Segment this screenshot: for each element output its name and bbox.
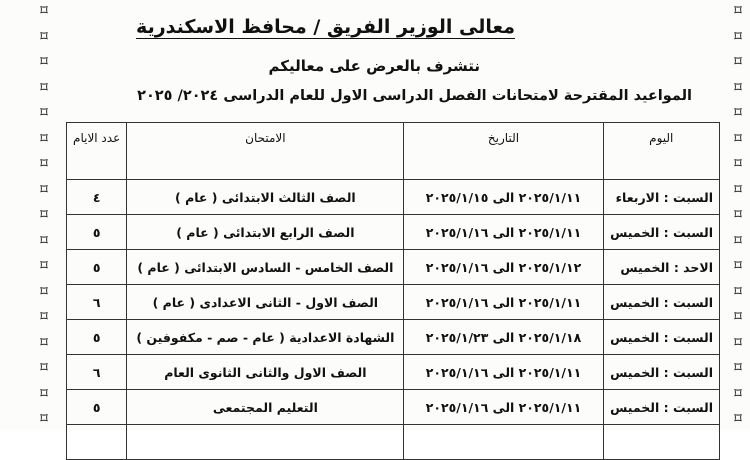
cell-date: ٢٠٢٥/١/١١ الى ٢٠٢٥/١/١٦ bbox=[404, 285, 603, 320]
border-ornament-glyph: ⌑ bbox=[734, 105, 742, 121]
border-ornament-glyph: ⌑ bbox=[734, 258, 742, 274]
cell-date: ٢٠٢٥/١/١١ الى ٢٠٢٥/١/١٦ bbox=[404, 390, 603, 425]
border-ornament-glyph: ⌑ bbox=[40, 156, 48, 172]
cell-exam: الصف الرابع الابتدائى ( عام ) bbox=[127, 215, 404, 250]
cell-exam: الشهادة الاعدادية ( عام - صم - مكفوفين ) bbox=[127, 320, 404, 355]
border-ornament-glyph: ⌑ bbox=[734, 181, 742, 198]
cell-day: السبت : الخميس bbox=[603, 285, 719, 320]
border-ornament-glyph: ⌑ bbox=[734, 207, 742, 223]
exam-schedule-table bbox=[66, 122, 720, 460]
border-ornament-glyph: ⌑ bbox=[40, 360, 48, 376]
cell-days-count: ٦ bbox=[67, 285, 127, 320]
cell-exam: التعليم المجتمعى bbox=[127, 390, 404, 425]
border-ornament-glyph: ⌑ bbox=[734, 3, 742, 19]
document-heading: معالى الوزير الفريق / محافظ الاسكندرية bbox=[136, 16, 515, 38]
cell-date: ٢٠٢٥/١/١١ الى ٢٠٢٥/١/١٦ bbox=[404, 355, 603, 390]
border-ornament-glyph: ⌑ bbox=[734, 54, 742, 70]
header-days-count: عدد الايام bbox=[67, 123, 127, 180]
border-ornament-glyph: ⌑ bbox=[734, 156, 742, 172]
border-ornament-glyph: ⌑ bbox=[40, 309, 48, 325]
border-ornament-glyph: ⌑ bbox=[40, 79, 48, 96]
border-ornament-glyph: ⌑ bbox=[734, 360, 742, 376]
header-date: التاريخ bbox=[404, 123, 603, 180]
cell-date: ٢٠٢٥/١/١٨ الى ٢٠٢٥/١/٢٣ bbox=[404, 320, 603, 355]
border-ornament-glyph: ⌑ bbox=[40, 105, 48, 121]
table-row bbox=[67, 320, 720, 355]
border-ornament-glyph: ⌑ bbox=[40, 28, 48, 45]
cell-exam: الصف الثالث الابتدائى ( عام ) bbox=[127, 180, 404, 215]
border-ornament-glyph: ⌑ bbox=[40, 54, 48, 70]
cell-day: السبت : الخميس bbox=[603, 320, 719, 355]
table-row bbox=[67, 250, 720, 285]
cell-exam: الصف الاول - الثانى الاعدادى ( عام ) bbox=[127, 285, 404, 320]
border-ornament-glyph: ⌑ bbox=[734, 309, 742, 325]
table-header-row bbox=[67, 123, 720, 180]
border-ornament-glyph: ⌑ bbox=[40, 3, 48, 19]
cell-days-count: ٥ bbox=[67, 390, 127, 425]
border-ornament-glyph: ⌑ bbox=[40, 130, 48, 147]
right-border-ornament bbox=[730, 0, 746, 430]
cell-days-count: ٤ bbox=[67, 180, 127, 215]
cell-days-count: ٥ bbox=[67, 215, 127, 250]
cell-date: ٢٠٢٥/١/١١ الى ٢٠٢٥/١/١٥ bbox=[404, 180, 603, 215]
cell-day: السبت : الخميس bbox=[603, 390, 719, 425]
border-ornament-glyph: ⌑ bbox=[40, 181, 48, 198]
border-ornament-glyph: ⌑ bbox=[40, 207, 48, 223]
cell-exam: الصف الاول والثانى الثانوى العام bbox=[127, 355, 404, 390]
border-ornament-glyph: ⌑ bbox=[734, 385, 742, 402]
table-row bbox=[67, 180, 720, 215]
left-border-ornament bbox=[36, 0, 52, 430]
border-ornament-glyph: ⌑ bbox=[734, 334, 742, 351]
cell-day: السبت : الخميس bbox=[603, 215, 719, 250]
cell-day: السبت : الاربعاء bbox=[603, 180, 719, 215]
border-ornament-glyph: ⌑ bbox=[40, 258, 48, 274]
cell-days-count: ٦ bbox=[67, 355, 127, 390]
table-row bbox=[67, 390, 720, 425]
border-ornament-glyph: ⌑ bbox=[40, 283, 48, 300]
schedule-title: المواعيد المقترحة لامتحانات الفصل الدراسى الاول للعام الدراسى ٢٠٢٤/ ٢٠٢٥ bbox=[137, 88, 692, 104]
header-day: اليوم bbox=[603, 123, 719, 180]
cell-days-count: ٥ bbox=[67, 250, 127, 285]
border-ornament-glyph: ⌑ bbox=[40, 385, 48, 402]
border-ornament-glyph: ⌑ bbox=[734, 79, 742, 96]
cell-days-count: ٥ bbox=[67, 320, 127, 355]
border-ornament-glyph: ⌑ bbox=[40, 232, 48, 249]
border-ornament-glyph: ⌑ bbox=[734, 28, 742, 45]
cell-day: السبت : الخميس bbox=[603, 355, 719, 390]
cell-exam: الصف الخامس - السادس الابتدائى ( عام ) bbox=[127, 250, 404, 285]
table-row bbox=[67, 215, 720, 250]
table-row bbox=[67, 285, 720, 320]
cell-date: ٢٠٢٥/١/١١ الى ٢٠٢٥/١/١٦ bbox=[404, 215, 603, 250]
border-ornament-glyph: ⌑ bbox=[734, 283, 742, 300]
table-row bbox=[67, 355, 720, 390]
border-ornament-glyph: ⌑ bbox=[734, 130, 742, 147]
border-ornament-glyph: ⌑ bbox=[734, 411, 742, 427]
header-exam: الامتحان bbox=[127, 123, 404, 180]
border-ornament-glyph: ⌑ bbox=[40, 334, 48, 351]
border-ornament-glyph: ⌑ bbox=[734, 232, 742, 249]
document-subheading: نتشرف بالعرض على معاليكم bbox=[268, 57, 480, 75]
border-ornament-glyph: ⌑ bbox=[40, 411, 48, 427]
cell-day: الاحد : الخميس bbox=[603, 250, 719, 285]
cell-date: ٢٠٢٥/١/١٢ الى ٢٠٢٥/١/١٦ bbox=[404, 250, 603, 285]
